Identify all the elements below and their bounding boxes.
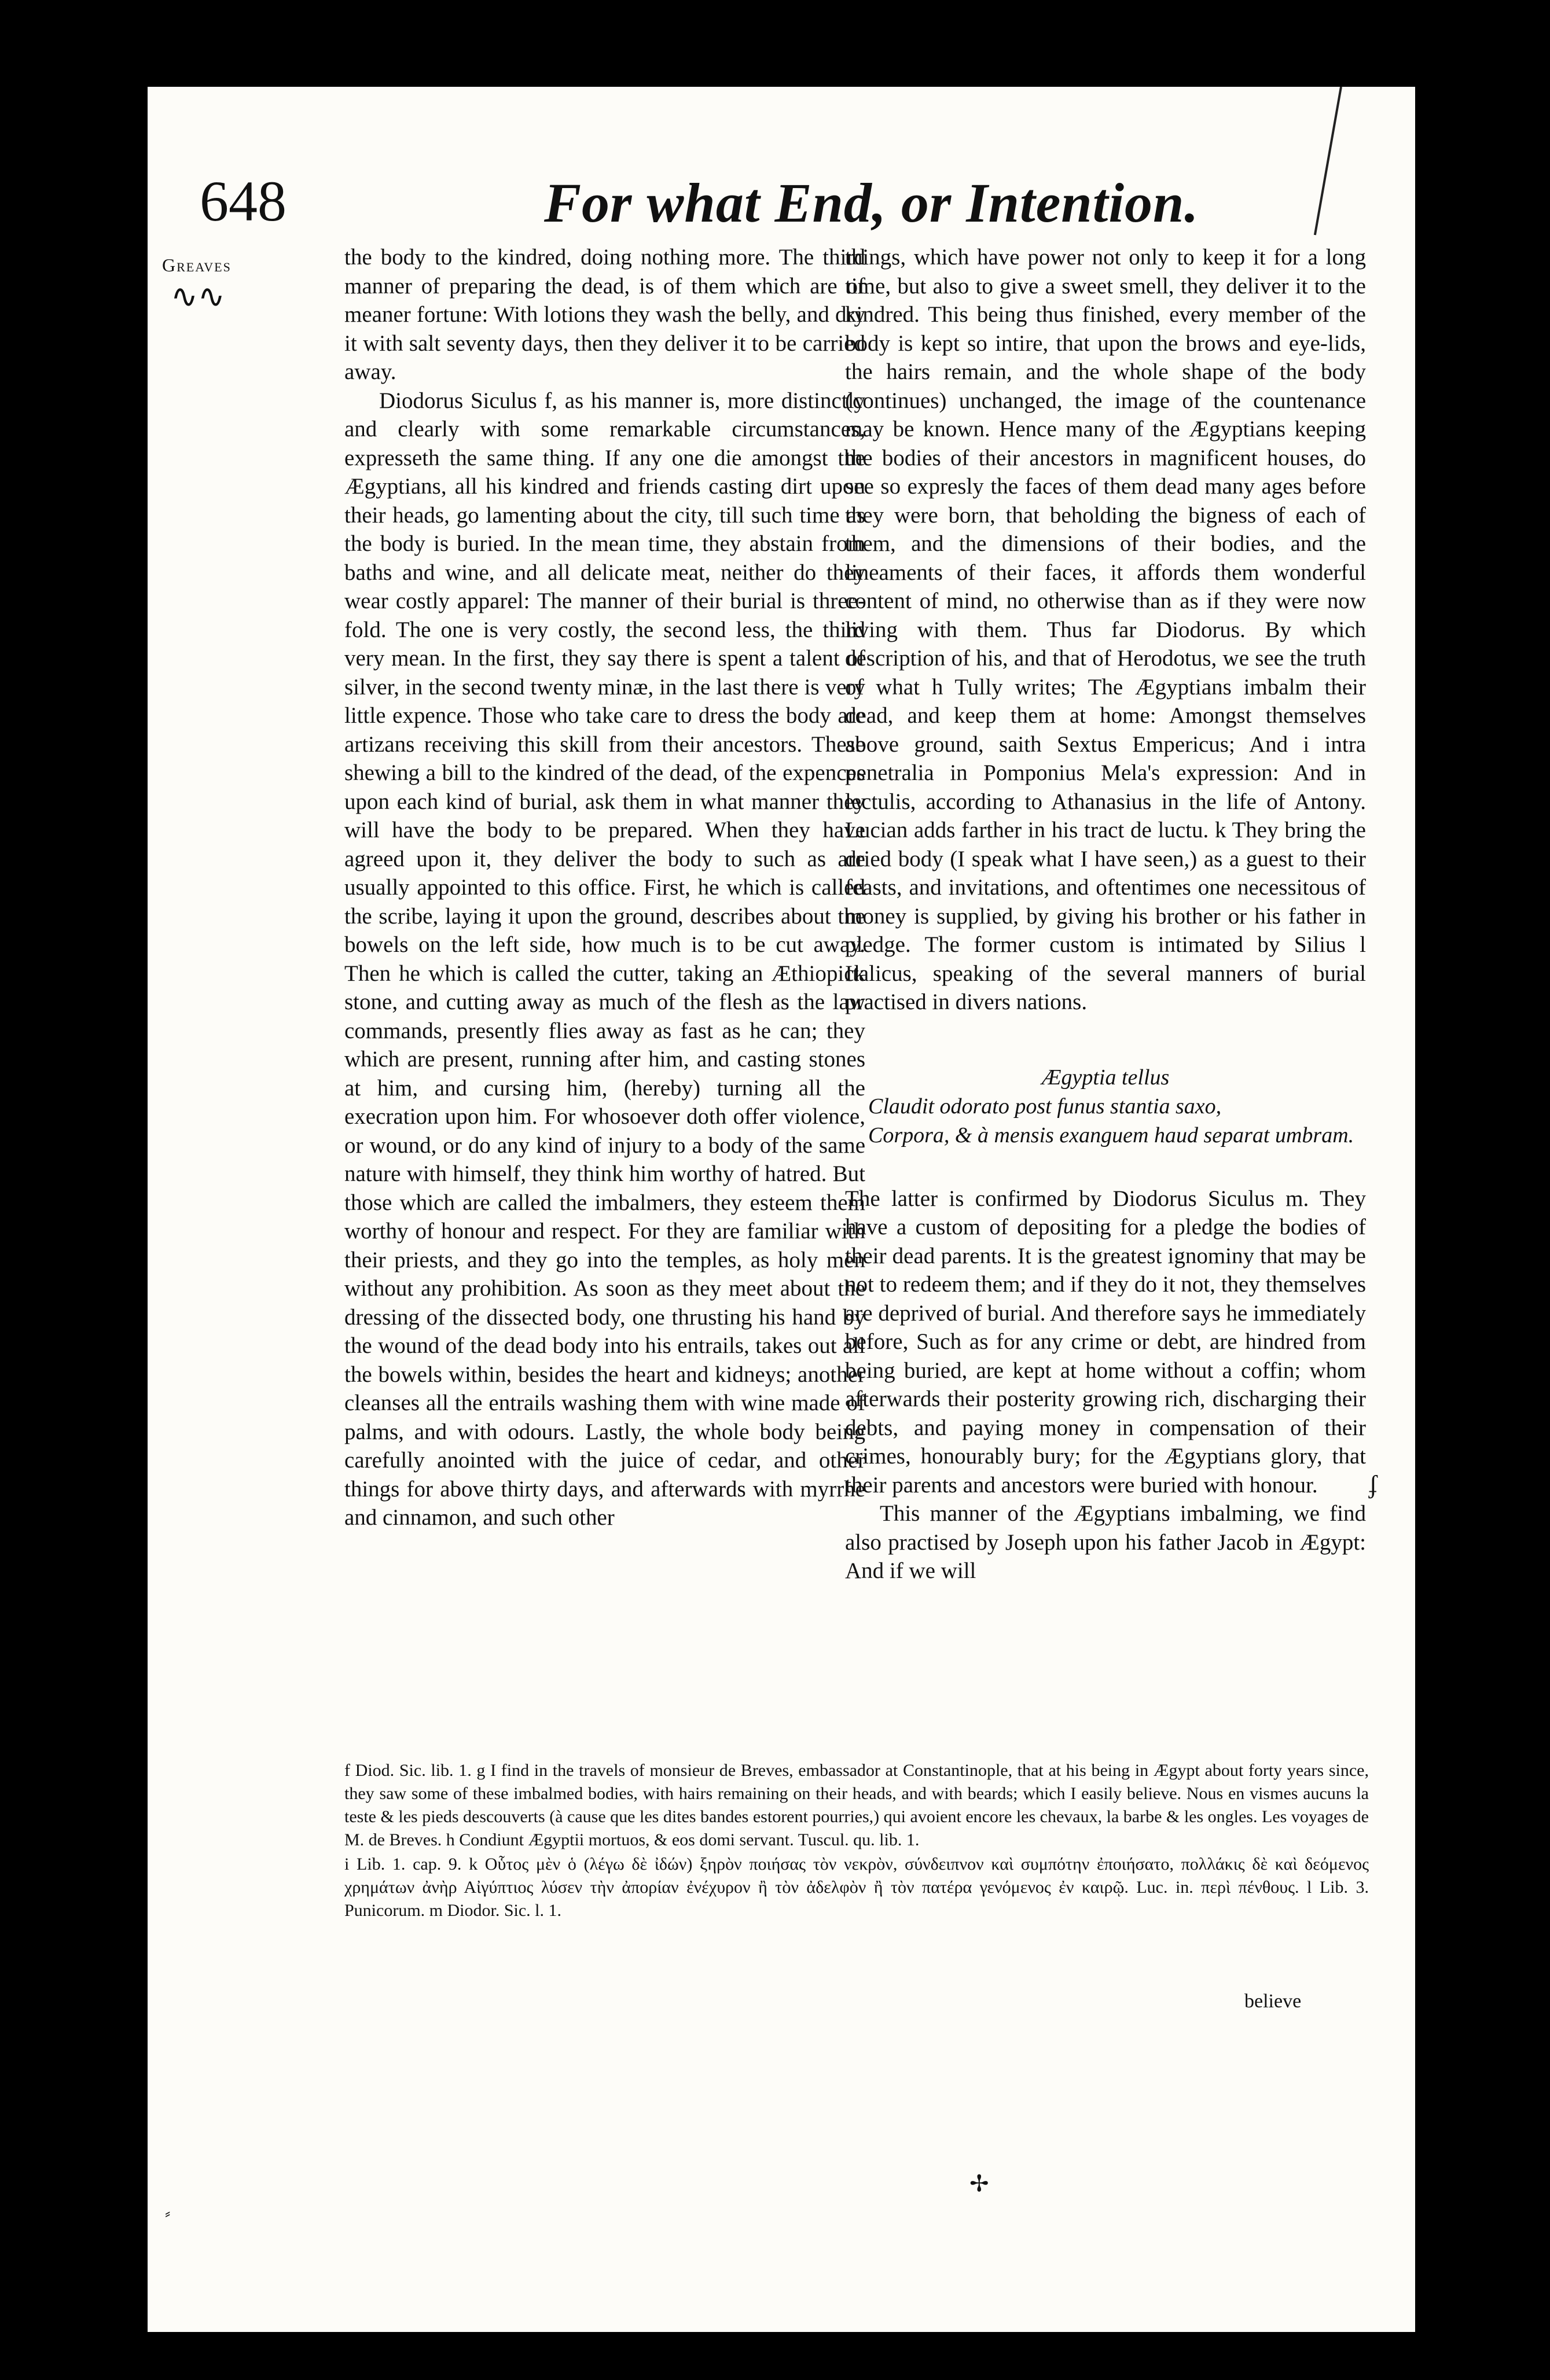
catchword: believe — [1244, 1991, 1302, 2012]
left-column — [344, 243, 865, 1532]
latin-quotation — [845, 1063, 1366, 1150]
poem-line: Claudit odorato post funus stantia saxo, — [868, 1094, 1222, 1119]
ink-speck-icon: ⸗ — [165, 2205, 171, 2223]
poem-line: Ægyptia tellus — [1041, 1065, 1170, 1090]
poem-line: Corpora, & à mensis exanguem haud separat umbram. — [868, 1123, 1354, 1147]
right-paragraph-3: This manner of the Ægyptians imbalming, we find also practised by Joseph upon his father Jacob in Ægypt: And if we will — [845, 1501, 1366, 1583]
footnote-block: i Lib. 1. cap. 9. k Οὗτος μὲν ὁ (λέγω δὲ ἰδών) ξηρὸν ποιήσας τὸν νεκρὸν, σύνδειπνον καὶ συμπότην ἐποιήσατο, πολλάκις δὲ καὶ δεόμενος χρημάτων ἀνὴρ Αἰγύπτιος λύσεν τὴν ἀπορίαν ἐνέχυρον ἢ τὸν ἀδελφὸν ἢ τὸν πατέρα γενόμενος ἐν καιρῷ. Luc. in. περὶ πένθους. l Lib. 3. Punicorum. m Diodor. Sic. l. 1. — [344, 1855, 1369, 1920]
right-paragraph-2: The latter is confirmed by Diodorus Siculus m. They have a custom of depositing for a pledge the bodies of their dead parents. It is the greatest ignominy that may be not to redeem them; and if they do it not, they themselves are deprived of burial. And therefore says he immediately before, Such as for any crime or debt, are hindred from being buried, are kept at home without a coffin; whom afterwards their posterity growing rich, discharging their debts, and paying money in compensation of their crimes, honourably bury; for the Ægyptians glory, that their parents and ancestors were buried with honour. — [845, 1186, 1366, 1498]
page-number: 648 — [200, 169, 287, 233]
left-paragraph-2: Diodorus Siculus f, as his manner is, more distinctly and clearly with some remarkable circumstances, expresseth the same thing. If any one die amongst the Ægyptians, all his kindred and friends casting dirt upon their heads, go lamenting about the city, till such time as the body is buried. In the mean time, they abstain from baths and wine, and all delicate meat, neither do they wear costly apparel: The manner of their burial is three-fold. The one is very costly, the second less, the third very mean. In the first, they say there is spent a talent of silver, in the second twenty minæ, in the last there is very little expence. Those who take care to dress the body are artizans receiving this skill from their ancestors. These shewing a bill to the kindred of the dead, of the expences upon each kind of burial, ask them in what manner they will have the body to be prepared. When they have agreed upon it, they deliver the body to such as are usually appointed to this office. First, he which is called the scribe, laying it upon the ground, describes about the bowels on the left side, how much is to be cut away. Then he which is called the cutter, taking an Æthiopick stone, and cutting away as much of the flesh as the law commands, presently flies away as fast as he can; they which are present, running after him, and casting stones at him, and cursing him, (hereby) turning all the execration upon him. For whosoever doth offer violence, or wound, or do any kind of injury to a body of the same nature with himself, they think him worthy of hatred. But those which are called the imbalmers, they esteem them worthy of honour and respect. For they are familiar with their priests, and they go into the temples, as holy men without any prohibition. As soon as they meet about the dressing of the dissected body, one thrusting his hand by the wound of the dead body into his entrails, takes out all the bowels within, besides the heart and kidneys; another cleanses all the entrails washing them with wine made of palms, and with odours. Lastly, the whole body being carefully anointed with the juice of cedar, and other things for above thirty days, and afterwards with myrrhe and cinnamon, and such other — [344, 388, 865, 1530]
running-title: For what End, or Intention. — [544, 172, 1199, 234]
margin-mark-icon: ʄ — [1369, 1470, 1378, 1499]
book-page — [148, 87, 1415, 2332]
wave-ornament-icon: ∿∿ — [171, 279, 225, 315]
right-column — [845, 243, 1366, 1586]
ink-speck-icon: ✢ — [969, 2171, 989, 2197]
left-paragraph-1: the body to the kindred, doing nothing more. The third manner of preparing the dead, is of them which are of meaner fortune: With lotions they wash the belly, and dry it with salt seventy days, then they deliver it to be carried away. — [344, 245, 865, 384]
margin-note: Greaves — [162, 255, 232, 275]
footnotes — [344, 1759, 1369, 1923]
right-paragraph-1: things, which have power not only to keep it for a long time, but also to give a sweet smell, they deliver it to the kindred. This being thus finished, every member of the body is kept so intire, that upon the brows and eye-lids, the hairs remain, and the whole shape of the body (continues) unchanged, the image of the countenance may be known. Hence many of the Ægyptians keeping the bodies of their ancestors in magnificent houses, do see so expresly the faces of them dead many ages before they were born, that beholding the bigness of each of them, and the dimensions of their bodies, and the lineaments of their faces, it affords them wonderful content of mind, no otherwise than as if they were now living with them. Thus far Diodorus. By which description of his, and that of Herodotus, we see the truth of what h Tully writes; The Ægyptians imbalm their dead, and keep them at home: Amongst themselves above ground, saith Sextus Empericus; And i intra penetralia in Pomponius Mela's expression: And in lectulis, according to Athanasius in the life of Antony. Lucian adds farther in his tract de luctu. k They bring the dried body (I speak what I have seen,) as a guest to their feasts, and invitations, and oftentimes one necessitous of money is supplied, by giving his brother or his father in pledge. The former custom is intimated by Silius l Italicus, speaking of the several manners of burial practised in divers nations. — [845, 245, 1366, 1014]
footnote-block: f Diod. Sic. lib. 1. g I find in the travels of monsieur de Breves, embassador at Constantinople, that at his being in Ægypt about forty years since, they saw some of these imbalmed bodies, with hairs remaining on their heads, and with beards; which I easily believe. Nous en vismes aucuns la teste & les pieds descouverts (à cause que les dites bandes estorent pourries,) qui avoient encore les chevaux, la barbe & les ongles. Les voyages de M. de Breves. h Condiunt Ægyptii mortuos, & eos domi servant. Tuscul. qu. lib. 1. — [344, 1761, 1369, 1849]
